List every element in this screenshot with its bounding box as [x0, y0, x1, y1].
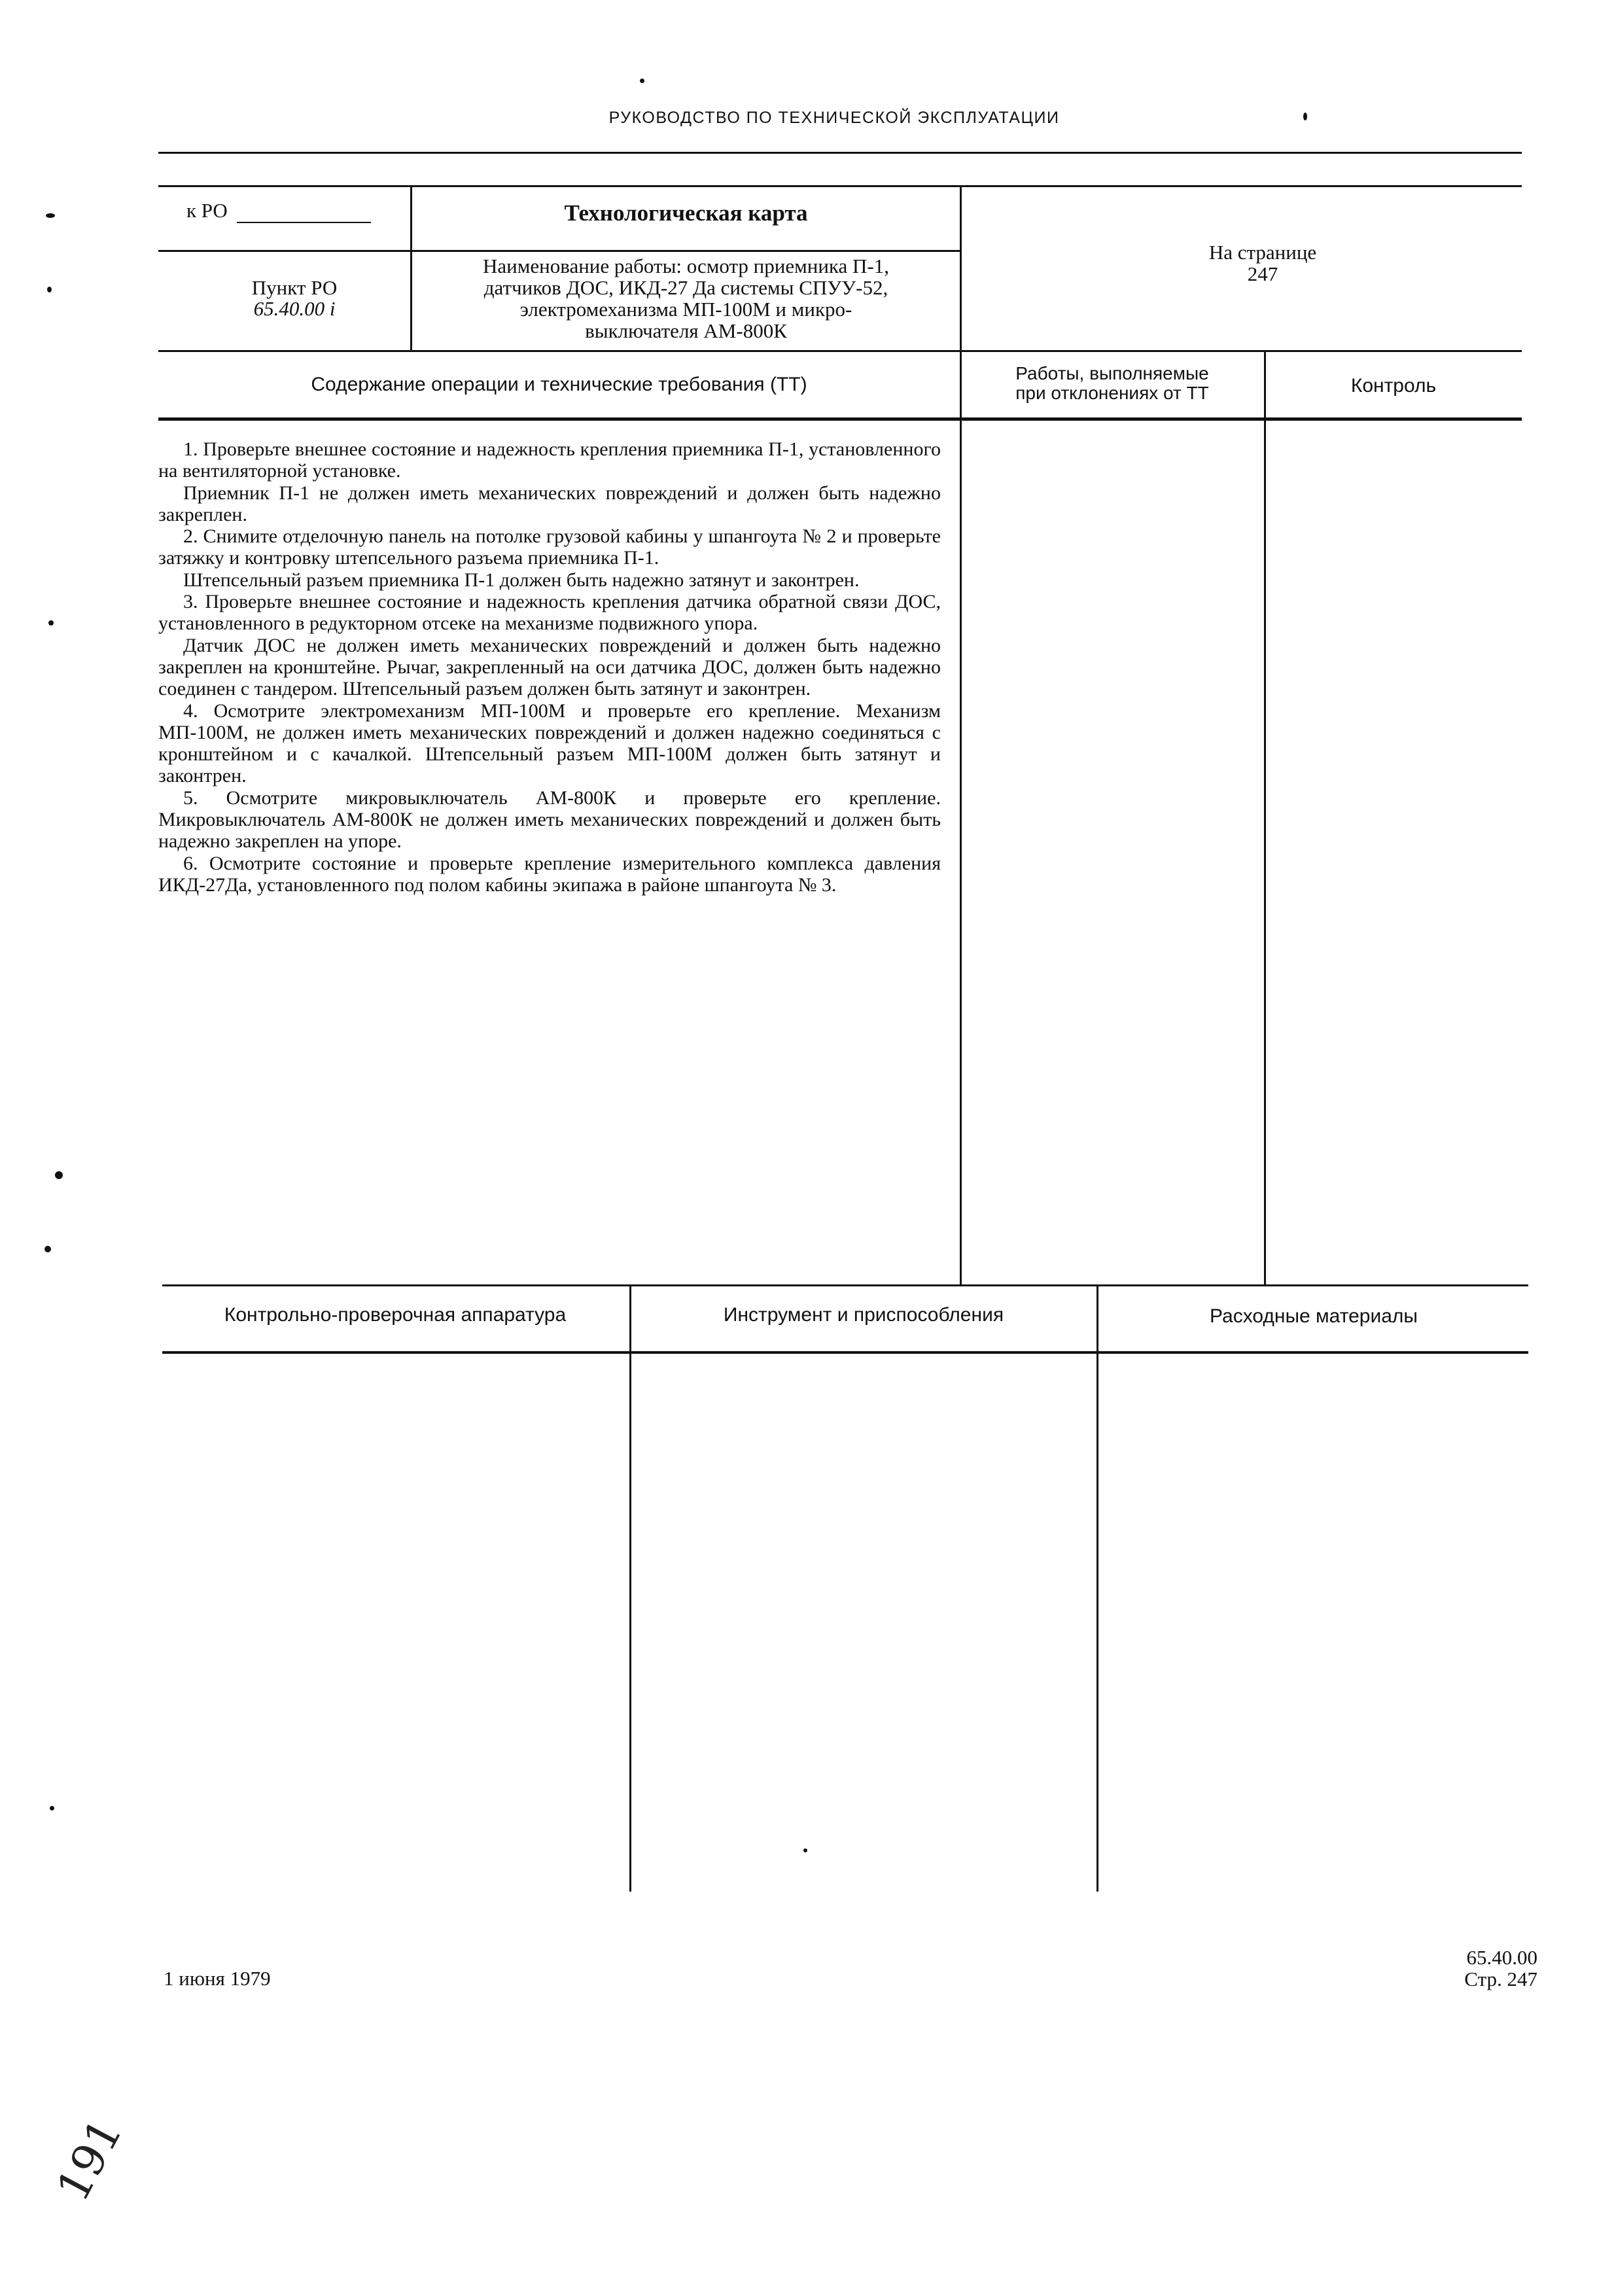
operation-paragraph: 6. Осмотрите состояние и проверьте крепление измерительного комплекса давления ИКД-27Да, установленного под полом кабины экипажа в районе шпангоута № 3. [158, 852, 941, 896]
bottom-table-top-rule [162, 1284, 1528, 1286]
header-rule [158, 152, 1522, 154]
scan-speck [48, 620, 54, 626]
content-column-header: Содержание операции и технические требования (ТТ) [311, 374, 807, 395]
header-bottom-rule [158, 417, 1522, 421]
on-page-label: На странице [1208, 241, 1317, 264]
materials-header: Расходные материалы [1210, 1305, 1418, 1327]
bottom-divider-2 [1096, 1284, 1098, 1892]
card-top-rule [158, 185, 1522, 187]
work-name-line: выключателя АМ-800К [585, 319, 787, 342]
operations-text [158, 438, 941, 896]
operation-paragraph: Датчик ДОС не должен иметь механических повреждений и должен быть надежно закреплен на кронштейне. Рычаг, закрепленный на оси датчика ДОС, должен быть надежно соединен с тандером. Штепсельный разъем должен быть затянут и законтрен. [158, 634, 941, 700]
footer-doc-code: 65.40.00 [1466, 1946, 1537, 1969]
ref-label: к РО [186, 199, 228, 222]
operation-paragraph: 3. Проверьте внешнее состояние и надежность крепления датчика обратной связи ДОС, установленного в редукторном отсеке на механизме подвижного упора. [158, 591, 941, 635]
work-name-line: датчиков ДОС, ИКД-27 Да системы СПУУ-52, [483, 276, 888, 299]
scan-speck [1303, 113, 1307, 120]
control-divider [1264, 350, 1266, 1284]
scan-speck [50, 1806, 54, 1810]
scan-speck [46, 213, 55, 218]
tools-header: Инструмент и приспособления [723, 1304, 1004, 1326]
work-name [412, 255, 960, 342]
footer-date: 1 июня 1979 [164, 1967, 271, 1990]
footer-code [1400, 1947, 1537, 1990]
card-bottom-rule [158, 350, 1522, 352]
on-page-number: 247 [1247, 262, 1278, 285]
scan-speck [803, 1848, 807, 1852]
deviations-header-line: при отклонениях от ТТ [1015, 383, 1209, 403]
point-label: Пункт РО [251, 276, 338, 299]
point-value: 65.40.00 i [253, 297, 336, 320]
deviations-column-header [962, 364, 1263, 403]
control-column-header: Контроль [1350, 375, 1437, 397]
deviations-header-line: Работы, выполняемые [1015, 363, 1209, 383]
bottom-header-rule [162, 1351, 1528, 1354]
work-name-line: Наименование работы: осмотр приемника П-1, [483, 255, 889, 277]
operation-paragraph: 4. Осмотрите электромеханизм МП-100М и проверьте его крепление. Механизм МП-100М, не должен иметь механических повреждений и должен надежно соединяться с кронштейном и с качалкой. Штепсельный разъем МП-100М должен быть затянут и законтрен. [158, 699, 941, 787]
operation-paragraph: 1. Проверьте внешнее состояние и надежность крепления приемника П-1, установленного на вентиляторной установке. [158, 438, 941, 482]
operation-paragraph: Штепсельный разъем приемника П-1 должен быть надежно затянут и законтрен. [183, 569, 860, 591]
card-mid-rule [158, 250, 960, 252]
scan-speck [640, 79, 644, 83]
ref-blank-line [237, 222, 371, 223]
card-title: Технологическая карта [564, 200, 808, 226]
operation-paragraph: Приемник П-1 не должен иметь механических повреждений и должен быть надежно закреплен. [158, 482, 941, 525]
equipment-header: Контрольно-проверочная аппаратура [224, 1304, 567, 1326]
scan-speck [47, 287, 52, 292]
operation-paragraph: 2. Снимите отделочную панель на потолке грузовой кабины у шпангоута № 2 и проверьте затяжку и контровку штепсельного разъема приемника П-1. [158, 525, 941, 569]
handwritten-page-number: 191 [47, 2110, 133, 2210]
footer-page-number: Стр. 247 [1464, 1968, 1537, 1990]
bottom-divider-1 [629, 1284, 631, 1892]
operation-paragraph: 5. Осмотрите микровыключатель АМ-800К и проверьте его крепление. Микровыключатель АМ-800К не должен иметь механических повреждений и должен быть надежно закреплен на упоре. [158, 786, 941, 853]
running-title: РУКОВОДСТВО ПО ТЕХНИЧЕСКОЙ ЭКСПЛУАТАЦИИ [608, 109, 1060, 127]
scan-speck [44, 1246, 51, 1252]
scan-speck [55, 1171, 63, 1179]
work-name-line: электромеханизма МП-100М и микро- [519, 298, 852, 321]
